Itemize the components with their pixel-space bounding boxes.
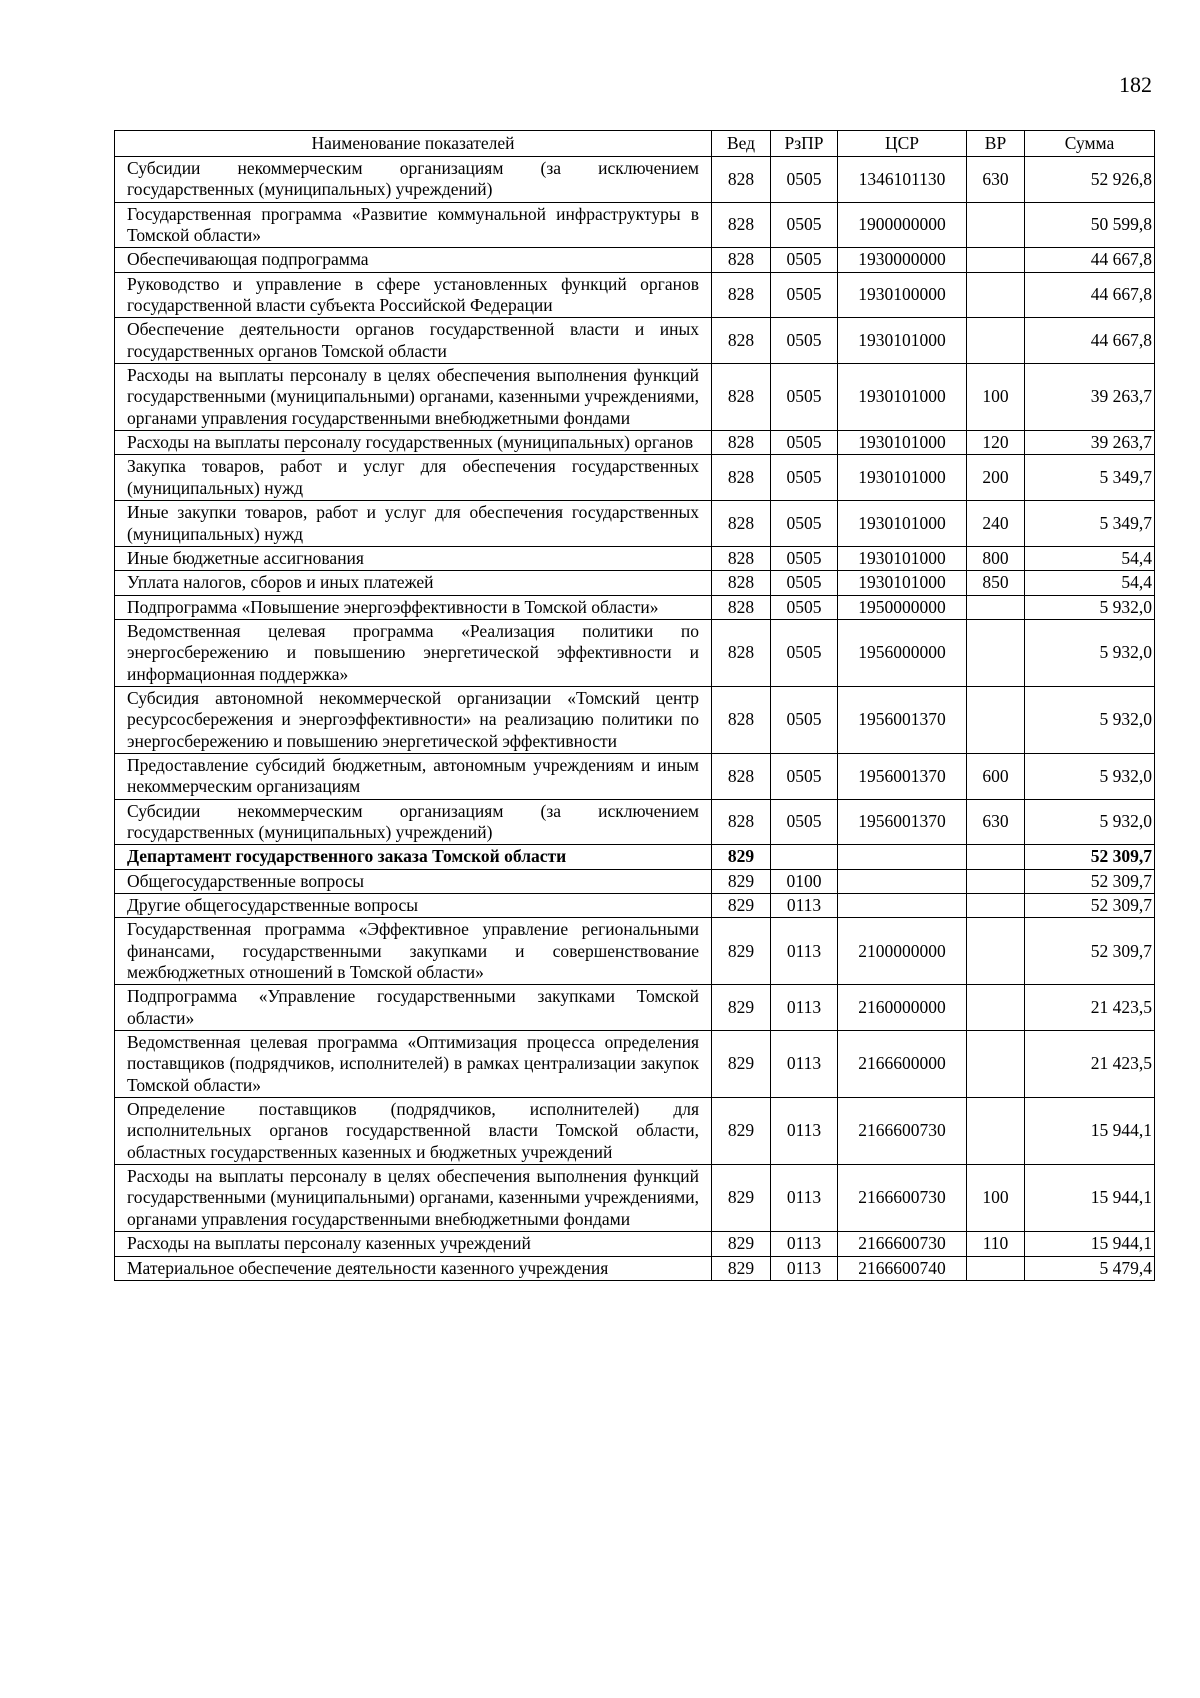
cell-sum: 21 423,5 (1025, 1031, 1155, 1098)
cell-sum: 5 932,0 (1025, 619, 1155, 686)
cell-rzpr: 0505 (771, 571, 838, 595)
cell-ved: 829 (712, 845, 771, 869)
cell-csr: 2160000000 (838, 985, 967, 1031)
cell-rzpr: 0113 (771, 1165, 838, 1232)
cell-csr: 1956001370 (838, 753, 967, 799)
cell-csr: 1930101000 (838, 431, 967, 455)
cell-ved: 829 (712, 1165, 771, 1232)
table-row (115, 894, 1155, 918)
cell-ved: 828 (712, 157, 771, 203)
table-row (115, 455, 1155, 501)
cell-name: Государственная программа «Развитие коммунальной инфраструктуры в Томской области» (115, 202, 712, 248)
cell-ved: 829 (712, 1098, 771, 1165)
cell-name: Уплата налогов, сборов и иных платежей (115, 571, 712, 595)
cell-csr: 2166600000 (838, 1031, 967, 1098)
cell-rzpr: 0113 (771, 985, 838, 1031)
cell-vr (967, 1256, 1025, 1280)
cell-sum: 5 932,0 (1025, 753, 1155, 799)
cell-csr: 1956001370 (838, 799, 967, 845)
cell-name: Предоставление субсидий бюджетным, автономным учреждениям и иным некоммерческим организациям (115, 753, 712, 799)
cell-name: Подпрограмма «Управление государственными закупками Томской области» (115, 985, 712, 1031)
cell-ved: 829 (712, 1256, 771, 1280)
cell-csr: 2100000000 (838, 918, 967, 985)
cell-sum: 15 944,1 (1025, 1165, 1155, 1232)
cell-sum: 39 263,7 (1025, 364, 1155, 431)
cell-vr (967, 272, 1025, 318)
cell-rzpr: 0505 (771, 686, 838, 753)
cell-sum: 15 944,1 (1025, 1098, 1155, 1165)
cell-vr (967, 202, 1025, 248)
cell-csr: 1930101000 (838, 318, 967, 364)
cell-rzpr: 0505 (771, 546, 838, 570)
table-row (115, 869, 1155, 893)
cell-rzpr: 0113 (771, 1031, 838, 1098)
cell-csr: 1346101130 (838, 157, 967, 203)
cell-sum: 44 667,8 (1025, 248, 1155, 272)
cell-sum: 52 309,7 (1025, 845, 1155, 869)
cell-vr (967, 318, 1025, 364)
cell-csr (838, 869, 967, 893)
cell-csr: 1956000000 (838, 619, 967, 686)
cell-rzpr: 0505 (771, 595, 838, 619)
table-row (115, 1031, 1155, 1098)
cell-sum: 5 932,0 (1025, 799, 1155, 845)
cell-csr: 1930101000 (838, 501, 967, 547)
cell-vr: 800 (967, 546, 1025, 570)
cell-sum: 44 667,8 (1025, 318, 1155, 364)
cell-name: Ведомственная целевая программа «Оптимизация процесса определения поставщиков (подрядчиков, исполнителей) в рамках централизации закупок Томской области» (115, 1031, 712, 1098)
table-row (115, 1256, 1155, 1280)
cell-rzpr: 0505 (771, 364, 838, 431)
table-row (115, 364, 1155, 431)
cell-ved: 829 (712, 869, 771, 893)
cell-name: Ведомственная целевая программа «Реализация политики по энергосбережению и повышению энергетической эффективности и информационная поддержка» (115, 619, 712, 686)
table-row (115, 318, 1155, 364)
cell-name: Закупка товаров, работ и услуг для обеспечения государственных (муниципальных) нужд (115, 455, 712, 501)
cell-vr (967, 894, 1025, 918)
cell-csr: 2166600730 (838, 1165, 967, 1232)
cell-csr: 1930101000 (838, 455, 967, 501)
cell-vr: 850 (967, 571, 1025, 595)
table-row (115, 1098, 1155, 1165)
header-rzpr: РзПР (771, 131, 838, 157)
cell-sum: 54,4 (1025, 571, 1155, 595)
cell-ved: 829 (712, 985, 771, 1031)
cell-rzpr: 0113 (771, 1232, 838, 1256)
table-row (115, 845, 1155, 869)
cell-sum: 5 349,7 (1025, 455, 1155, 501)
cell-ved: 829 (712, 1031, 771, 1098)
cell-csr: 1956001370 (838, 686, 967, 753)
cell-rzpr: 0113 (771, 918, 838, 985)
table-row (115, 619, 1155, 686)
table-row (115, 431, 1155, 455)
cell-rzpr: 0505 (771, 202, 838, 248)
cell-vr: 600 (967, 753, 1025, 799)
cell-ved: 828 (712, 546, 771, 570)
table-row (115, 546, 1155, 570)
cell-ved: 828 (712, 455, 771, 501)
cell-sum: 44 667,8 (1025, 272, 1155, 318)
cell-csr: 2166600730 (838, 1098, 967, 1165)
cell-rzpr: 0505 (771, 799, 838, 845)
table-row (115, 595, 1155, 619)
budget-table (114, 130, 1155, 1281)
cell-vr (967, 1098, 1025, 1165)
cell-vr (967, 869, 1025, 893)
cell-name: Расходы на выплаты персоналу государственных (муниципальных) органов (115, 431, 712, 455)
cell-sum: 5 479,4 (1025, 1256, 1155, 1280)
cell-ved: 828 (712, 619, 771, 686)
cell-vr: 120 (967, 431, 1025, 455)
table-row (115, 799, 1155, 845)
cell-sum: 52 309,7 (1025, 918, 1155, 985)
cell-name: Подпрограмма «Повышение энергоэффективности в Томской области» (115, 595, 712, 619)
cell-ved: 828 (712, 318, 771, 364)
cell-ved: 828 (712, 248, 771, 272)
table-header (115, 131, 1155, 157)
cell-vr: 100 (967, 1165, 1025, 1232)
cell-name: Иные бюджетные ассигнования (115, 546, 712, 570)
cell-rzpr: 0505 (771, 619, 838, 686)
cell-sum: 52 309,7 (1025, 894, 1155, 918)
cell-rzpr: 0113 (771, 1256, 838, 1280)
header-name: Наименование показателей (115, 131, 712, 157)
cell-rzpr: 0113 (771, 894, 838, 918)
header-ved: Вед (712, 131, 771, 157)
cell-vr (967, 1031, 1025, 1098)
cell-csr: 1900000000 (838, 202, 967, 248)
cell-ved: 828 (712, 364, 771, 431)
cell-name: Определение поставщиков (подрядчиков, исполнителей) для исполнительных органов государственной власти Томской области, областных государственных казенных и бюджетных учреждений (115, 1098, 712, 1165)
cell-ved: 828 (712, 571, 771, 595)
header-csr: ЦСР (838, 131, 967, 157)
header-row (115, 131, 1155, 157)
table-row (115, 918, 1155, 985)
cell-csr: 1930101000 (838, 364, 967, 431)
cell-rzpr: 0505 (771, 501, 838, 547)
table-row (115, 501, 1155, 547)
cell-ved: 829 (712, 894, 771, 918)
cell-sum: 21 423,5 (1025, 985, 1155, 1031)
cell-vr (967, 248, 1025, 272)
table-row (115, 1165, 1155, 1232)
cell-vr: 100 (967, 364, 1025, 431)
page-number: 182 (1119, 72, 1152, 97)
cell-ved: 828 (712, 686, 771, 753)
cell-name: Субсидии некоммерческим организациям (за исключением государственных (муниципальных) учреждений) (115, 157, 712, 203)
cell-ved: 828 (712, 202, 771, 248)
cell-name: Обеспечение деятельности органов государственной власти и иных государственных органов Томской области (115, 318, 712, 364)
table-row (115, 202, 1155, 248)
table-row (115, 571, 1155, 595)
cell-vr: 240 (967, 501, 1025, 547)
header-vr: ВР (967, 131, 1025, 157)
cell-ved: 828 (712, 431, 771, 455)
cell-csr: 2166600730 (838, 1232, 967, 1256)
cell-sum: 5 932,0 (1025, 595, 1155, 619)
cell-vr (967, 686, 1025, 753)
cell-sum: 15 944,1 (1025, 1232, 1155, 1256)
table-row (115, 248, 1155, 272)
cell-sum: 5 932,0 (1025, 686, 1155, 753)
cell-vr: 200 (967, 455, 1025, 501)
cell-rzpr: 0505 (771, 157, 838, 203)
cell-vr (967, 918, 1025, 985)
cell-csr: 1930100000 (838, 272, 967, 318)
cell-sum: 52 926,8 (1025, 157, 1155, 203)
cell-ved: 828 (712, 272, 771, 318)
cell-rzpr: 0505 (771, 318, 838, 364)
cell-vr (967, 985, 1025, 1031)
cell-ved: 828 (712, 753, 771, 799)
cell-vr: 110 (967, 1232, 1025, 1256)
cell-name: Другие общегосударственные вопросы (115, 894, 712, 918)
cell-name: Субсидия автономной некоммерческой организации «Томский центр ресурсосбережения и энергоэффективности» на реализацию политики по энергосбережению и повышению энергетической эффективности (115, 686, 712, 753)
cell-name: Государственная программа «Эффективное управление региональными финансами, государственными закупками и совершенствование межбюджетных отношений в Томской области» (115, 918, 712, 985)
table-row (115, 272, 1155, 318)
table-row (115, 1232, 1155, 1256)
cell-name: Обеспечивающая подпрограмма (115, 248, 712, 272)
cell-rzpr: 0113 (771, 1098, 838, 1165)
cell-rzpr: 0505 (771, 455, 838, 501)
cell-vr: 630 (967, 799, 1025, 845)
cell-vr: 630 (967, 157, 1025, 203)
cell-ved: 828 (712, 501, 771, 547)
cell-rzpr: 0100 (771, 869, 838, 893)
cell-rzpr: 0505 (771, 753, 838, 799)
cell-vr (967, 845, 1025, 869)
cell-csr: 1930000000 (838, 248, 967, 272)
cell-name: Расходы на выплаты персоналу в целях обеспечения выполнения функций государственными (муниципальными) органами, казенными учреждениями, органами управления государственными внебюджетными фондами (115, 364, 712, 431)
cell-rzpr: 0505 (771, 248, 838, 272)
table-row (115, 157, 1155, 203)
cell-ved: 828 (712, 799, 771, 845)
cell-name: Общегосударственные вопросы (115, 869, 712, 893)
cell-csr (838, 845, 967, 869)
cell-csr: 1930101000 (838, 571, 967, 595)
cell-sum: 50 599,8 (1025, 202, 1155, 248)
cell-rzpr (771, 845, 838, 869)
cell-csr: 1930101000 (838, 546, 967, 570)
cell-name: Иные закупки товаров, работ и услуг для обеспечения государственных (муниципальных) нужд (115, 501, 712, 547)
cell-sum: 52 309,7 (1025, 869, 1155, 893)
table-row (115, 985, 1155, 1031)
table-row (115, 686, 1155, 753)
cell-rzpr: 0505 (771, 272, 838, 318)
table-body (115, 157, 1155, 1281)
table-row (115, 753, 1155, 799)
cell-ved: 829 (712, 1232, 771, 1256)
header-sum: Сумма (1025, 131, 1155, 157)
cell-ved: 829 (712, 918, 771, 985)
cell-name: Субсидии некоммерческим организациям (за исключением государственных (муниципальных) учреждений) (115, 799, 712, 845)
cell-name: Материальное обеспечение деятельности казенного учреждения (115, 1256, 712, 1280)
cell-vr (967, 619, 1025, 686)
cell-name: Расходы на выплаты персоналу казенных учреждений (115, 1232, 712, 1256)
cell-sum: 39 263,7 (1025, 431, 1155, 455)
cell-sum: 54,4 (1025, 546, 1155, 570)
cell-rzpr: 0505 (771, 431, 838, 455)
cell-name: Департамент государственного заказа Томской области (115, 845, 712, 869)
cell-name: Руководство и управление в сфере установленных функций органов государственной власти субъекта Российской Федерации (115, 272, 712, 318)
cell-csr: 2166600740 (838, 1256, 967, 1280)
cell-ved: 828 (712, 595, 771, 619)
cell-vr (967, 595, 1025, 619)
cell-sum: 5 349,7 (1025, 501, 1155, 547)
cell-csr (838, 894, 967, 918)
cell-csr: 1950000000 (838, 595, 967, 619)
cell-name: Расходы на выплаты персоналу в целях обеспечения выполнения функций государственными (муниципальными) органами, казенными учреждениями, органами управления государственными внебюджетными фондами (115, 1165, 712, 1232)
